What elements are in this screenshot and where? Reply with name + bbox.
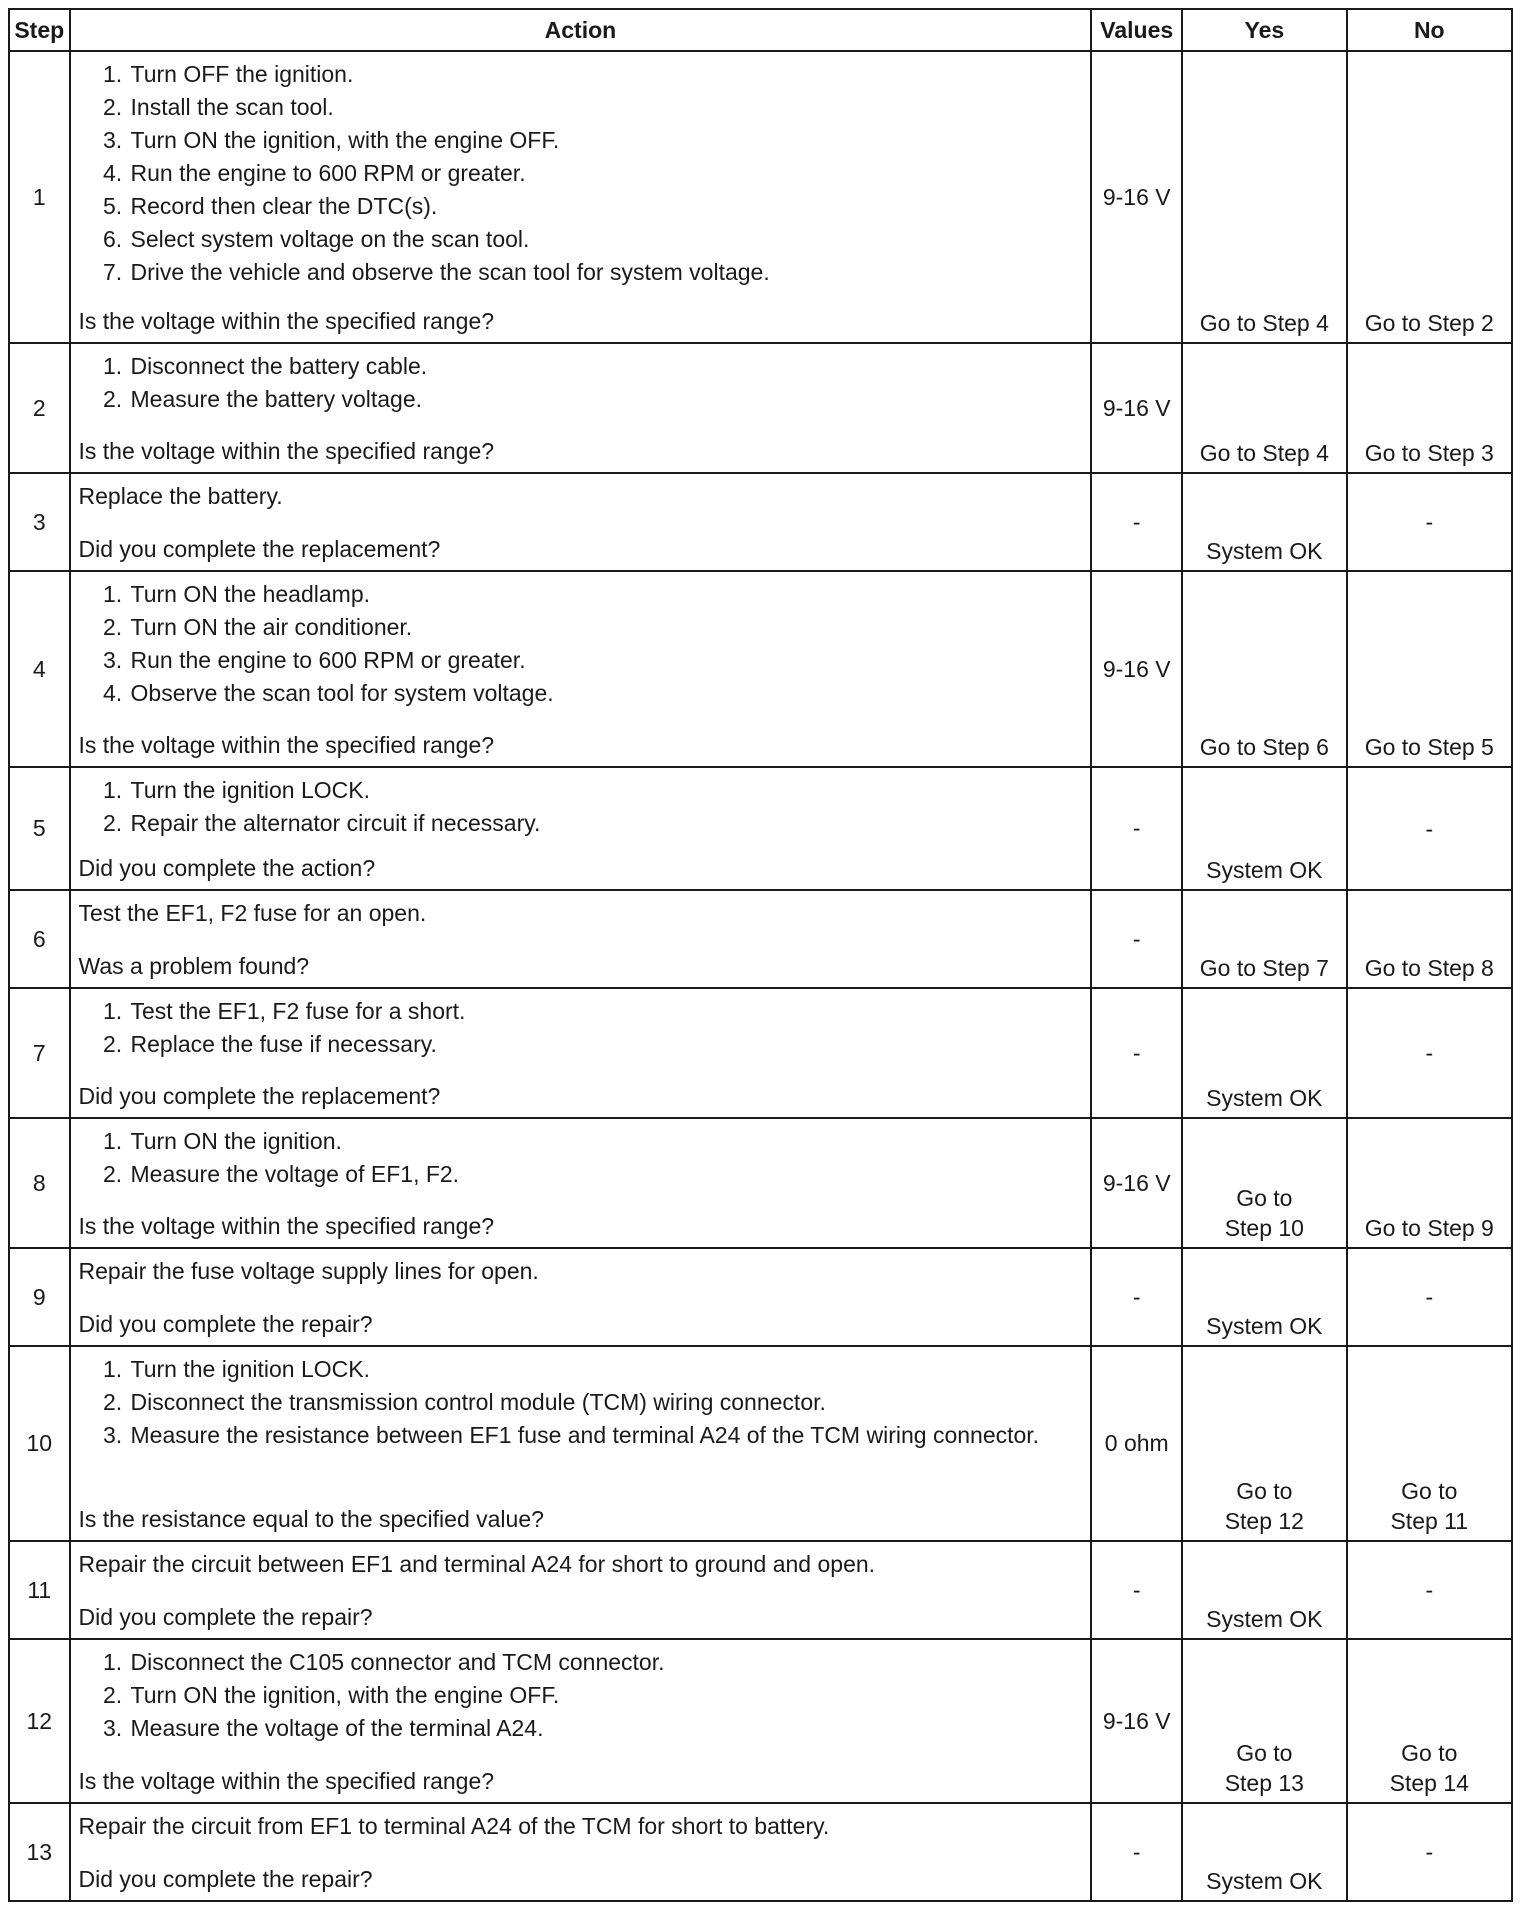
step-number: 1 <box>9 51 70 343</box>
action-list-item: 2. Turn ON the ignition, with the engine OFF. <box>129 1679 1083 1712</box>
action-list-item: 3. Turn ON the ignition, with the engine OFF. <box>129 124 1083 157</box>
action-list-item: 3. Measure the resistance between EF1 fuse and terminal A24 of the TCM wiring connector. <box>129 1419 1083 1452</box>
step-number: 7 <box>9 988 70 1118</box>
action-question: Is the voltage within the specified range? <box>78 308 495 334</box>
step-action <box>70 1346 1092 1541</box>
step-no-result <box>1347 1803 1512 1901</box>
header-no: No <box>1347 9 1512 51</box>
result-text: Go to Step 7 <box>1199 955 1329 981</box>
action-list-item: 2. Replace the fuse if necessary. <box>129 1028 1083 1061</box>
result-text: Go to Step 11 <box>1390 1478 1469 1534</box>
table-row <box>9 473 1512 571</box>
header-yes: Yes <box>1182 9 1346 51</box>
action-text: Replace the battery. <box>78 483 283 509</box>
action-list-item: 3. Run the engine to 600 RPM or greater. <box>129 644 1083 677</box>
step-no-result <box>1347 1118 1512 1248</box>
action-list-item: 3. Measure the voltage of the terminal A24. <box>129 1712 1083 1745</box>
step-yes-result <box>1182 343 1346 473</box>
step-value: - <box>1091 890 1182 988</box>
table-row <box>9 1541 1512 1639</box>
action-list-item: 5. Record then clear the DTC(s). <box>129 190 1083 223</box>
step-number: 5 <box>9 767 70 890</box>
action-question: Did you complete the replacement? <box>78 536 441 562</box>
step-action <box>70 473 1092 571</box>
step-action <box>70 767 1092 890</box>
result-text: System OK <box>1206 538 1323 564</box>
action-text: Repair the fuse voltage supply lines for open. <box>78 1258 539 1284</box>
table-row <box>9 1639 1512 1803</box>
action-list <box>79 995 1083 1061</box>
action-question: Is the resistance equal to the specified value? <box>78 1506 544 1532</box>
action-list-item: 2. Repair the alternator circuit if necessary. <box>129 807 1083 840</box>
step-action <box>70 1541 1092 1639</box>
action-list <box>79 350 1083 416</box>
action-list-item: 6. Select system voltage on the scan tool. <box>129 223 1083 256</box>
result-text: Go to Step 8 <box>1364 955 1494 981</box>
result-text: System OK <box>1206 857 1323 883</box>
result-text: Go to Step 4 <box>1199 440 1329 466</box>
step-yes-result <box>1182 1803 1346 1901</box>
diagnostic-table <box>8 8 1513 1902</box>
action-question: Did you complete the action? <box>78 855 376 881</box>
action-question: Is the voltage within the specified range? <box>78 438 495 464</box>
action-list-item: 2. Disconnect the transmission control module (TCM) wiring connector. <box>129 1386 1083 1419</box>
action-list <box>79 1125 1083 1191</box>
step-value: 9-16 V <box>1091 1118 1182 1248</box>
step-action <box>70 1248 1092 1346</box>
step-yes-result <box>1182 1346 1346 1541</box>
step-yes-result <box>1182 473 1346 571</box>
action-question: Was a problem found? <box>78 953 310 979</box>
action-list <box>79 1353 1083 1452</box>
table-row <box>9 767 1512 890</box>
action-question: Is the voltage within the specified range? <box>78 1213 495 1239</box>
step-value: - <box>1091 1248 1182 1346</box>
result-text: Go to Step 13 <box>1224 1740 1304 1796</box>
step-no-result <box>1347 1346 1512 1541</box>
result-text: - <box>1425 1577 1434 1603</box>
step-yes-result <box>1182 1541 1346 1639</box>
step-number: 6 <box>9 890 70 988</box>
table-row <box>9 890 1512 988</box>
step-yes-result <box>1182 988 1346 1118</box>
result-text: - <box>1425 1040 1434 1066</box>
action-list <box>79 578 1083 710</box>
step-yes-result <box>1182 571 1346 767</box>
step-action <box>70 1639 1092 1803</box>
header-row <box>9 9 1512 51</box>
action-question: Is the voltage within the specified range? <box>78 1768 495 1794</box>
table-row <box>9 1803 1512 1901</box>
step-action <box>70 571 1092 767</box>
action-question: Did you complete the repair? <box>78 1604 373 1630</box>
result-text: Go to Step 2 <box>1364 310 1494 336</box>
result-text: Go to Step 3 <box>1364 440 1494 466</box>
step-no-result <box>1347 1541 1512 1639</box>
action-list-item: 1. Turn the ignition LOCK. <box>129 1353 1083 1386</box>
step-yes-result <box>1182 890 1346 988</box>
step-action <box>70 1803 1092 1901</box>
step-number: 2 <box>9 343 70 473</box>
table-row <box>9 1346 1512 1541</box>
result-text: - <box>1425 1284 1434 1310</box>
action-question: Did you complete the repair? <box>78 1866 373 1892</box>
action-list <box>79 774 1083 840</box>
table-row <box>9 571 1512 767</box>
action-list-item: 7. Drive the vehicle and observe the scan tool for system voltage. <box>129 256 1083 289</box>
step-value: 9-16 V <box>1091 51 1182 343</box>
result-text: System OK <box>1206 1868 1323 1894</box>
step-no-result <box>1347 571 1512 767</box>
action-list-item: 1. Turn the ignition LOCK. <box>129 774 1083 807</box>
action-list-item: 2. Install the scan tool. <box>129 91 1083 124</box>
step-value: - <box>1091 1541 1182 1639</box>
action-list-item: 1. Test the EF1, F2 fuse for a short. <box>129 995 1083 1028</box>
step-no-result <box>1347 1639 1512 1803</box>
step-yes-result <box>1182 1248 1346 1346</box>
result-text: Go to Step 12 <box>1224 1478 1304 1534</box>
result-text: - <box>1425 815 1434 842</box>
action-list-item: 2. Turn ON the air conditioner. <box>129 611 1083 644</box>
step-action <box>70 988 1092 1118</box>
result-text: Go to Step 6 <box>1199 734 1329 760</box>
result-text: Go to Step 10 <box>1224 1185 1304 1241</box>
table-row <box>9 51 1512 343</box>
step-number: 12 <box>9 1639 70 1803</box>
step-number: 11 <box>9 1541 70 1639</box>
action-list-item: 2. Measure the battery voltage. <box>129 383 1083 416</box>
step-yes-result <box>1182 767 1346 890</box>
result-text: System OK <box>1206 1313 1323 1339</box>
step-value: - <box>1091 988 1182 1118</box>
step-value: - <box>1091 473 1182 571</box>
action-text: Repair the circuit from EF1 to terminal A24 of the TCM for short to battery. <box>78 1813 830 1839</box>
table-row <box>9 1248 1512 1346</box>
action-list-item: 2. Measure the voltage of EF1, F2. <box>129 1158 1083 1191</box>
table-row <box>9 988 1512 1118</box>
step-number: 4 <box>9 571 70 767</box>
action-question: Did you complete the replacement? <box>78 1083 441 1109</box>
step-number: 8 <box>9 1118 70 1248</box>
step-no-result <box>1347 51 1512 343</box>
table-body <box>9 51 1512 1901</box>
action-list-item: 1. Turn ON the headlamp. <box>129 578 1083 611</box>
step-value: 0 ohm <box>1091 1346 1182 1541</box>
step-no-result <box>1347 988 1512 1118</box>
step-value: - <box>1091 767 1182 890</box>
action-list <box>79 1646 1083 1745</box>
action-list <box>79 58 1083 289</box>
action-list-item: 4. Run the engine to 600 RPM or greater. <box>129 157 1083 190</box>
step-yes-result <box>1182 51 1346 343</box>
action-question: Is the voltage within the specified range? <box>78 732 495 758</box>
action-list-item: 1. Disconnect the C105 connector and TCM connector. <box>129 1646 1083 1679</box>
result-text: - <box>1425 509 1434 535</box>
step-action <box>70 1118 1092 1248</box>
result-text: Go to Step 4 <box>1199 310 1329 336</box>
step-number: 3 <box>9 473 70 571</box>
step-number: 13 <box>9 1803 70 1901</box>
action-question: Did you complete the repair? <box>78 1311 373 1337</box>
header-step: Step <box>9 9 70 51</box>
result-text: Go to Step 5 <box>1364 734 1494 760</box>
step-no-result <box>1347 1248 1512 1346</box>
step-value: 9-16 V <box>1091 571 1182 767</box>
table-row <box>9 1118 1512 1248</box>
action-list-item: 4. Observe the scan tool for system voltage. <box>129 677 1083 710</box>
step-action <box>70 890 1092 988</box>
step-number: 9 <box>9 1248 70 1346</box>
action-text: Test the EF1, F2 fuse for an open. <box>78 900 427 926</box>
result-text: System OK <box>1206 1085 1323 1111</box>
header-values: Values <box>1091 9 1182 51</box>
step-action <box>70 343 1092 473</box>
step-value: - <box>1091 1803 1182 1901</box>
header-action: Action <box>70 9 1092 51</box>
result-text: System OK <box>1206 1606 1323 1632</box>
action-list-item: 1. Turn OFF the ignition. <box>129 58 1083 91</box>
action-text: Repair the circuit between EF1 and terminal A24 for short to ground and open. <box>78 1551 876 1577</box>
action-list-item: 1. Disconnect the battery cable. <box>129 350 1083 383</box>
action-list-item: 1. Turn ON the ignition. <box>129 1125 1083 1158</box>
step-value: 9-16 V <box>1091 1639 1182 1803</box>
result-text: Go to Step 14 <box>1389 1740 1469 1796</box>
step-value: 9-16 V <box>1091 343 1182 473</box>
result-text: - <box>1425 1839 1434 1865</box>
step-yes-result <box>1182 1639 1346 1803</box>
step-no-result <box>1347 343 1512 473</box>
step-number: 10 <box>9 1346 70 1541</box>
table-row <box>9 343 1512 473</box>
step-no-result <box>1347 890 1512 988</box>
step-action <box>70 51 1092 343</box>
step-no-result <box>1347 473 1512 571</box>
result-text: Go to Step 9 <box>1364 1215 1494 1241</box>
step-yes-result <box>1182 1118 1346 1248</box>
step-no-result <box>1347 767 1512 890</box>
